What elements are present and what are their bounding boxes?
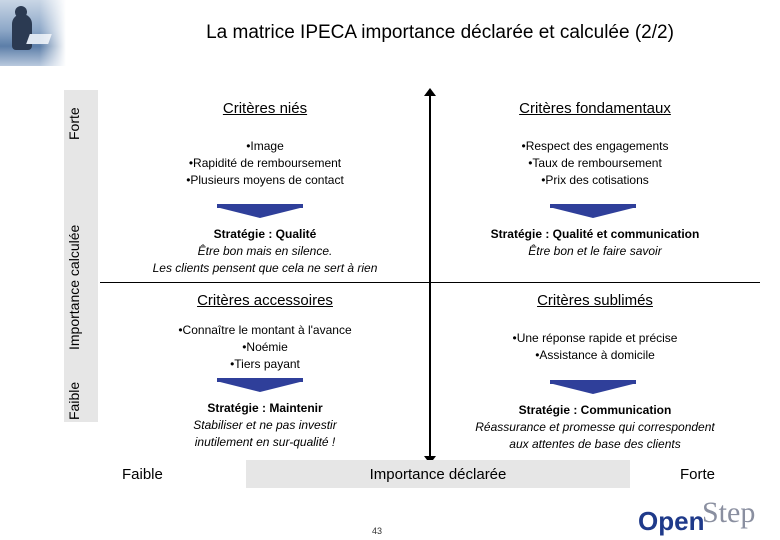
quadrant-top-right-title: Critères fondamentaux bbox=[519, 100, 671, 117]
chevron-down-icon bbox=[220, 378, 303, 392]
chevron-down-icon bbox=[220, 204, 303, 218]
arrow-up-icon bbox=[424, 88, 436, 96]
bullet-item: •Rapidité de remboursement bbox=[188, 156, 342, 170]
quadrant-top-right-bullets bbox=[440, 138, 750, 189]
person-body-shape bbox=[12, 14, 32, 50]
openstep-logo bbox=[636, 492, 772, 536]
quadrant-top-right-strategy bbox=[440, 226, 750, 260]
bullet-item: •Plusieurs moyens de contact bbox=[186, 173, 344, 187]
strategy-line: aux attentes de base des clients bbox=[509, 437, 681, 451]
chevron-down-icon bbox=[553, 380, 636, 394]
strategy-line: Les clients pensent que cela ne sert à rien bbox=[152, 261, 378, 275]
svg-text:Step: Step bbox=[702, 496, 756, 529]
y-axis-high-label: Forte bbox=[66, 107, 82, 140]
quadrant-bottom-right-strategy bbox=[440, 402, 750, 453]
chevron-down-icon bbox=[553, 204, 636, 218]
y-axis-low-label: Faible bbox=[66, 381, 82, 420]
bullet-item: •Taux de remboursement bbox=[528, 156, 662, 170]
y-axis-label: Importance calculée bbox=[66, 224, 82, 350]
strategy-line: Être bon et le faire savoir bbox=[528, 244, 662, 258]
page-title: La matrice IPECA importance déclarée et calculée (2/2) bbox=[206, 22, 674, 43]
page-number: 43 bbox=[372, 526, 383, 536]
bullet-item: •Connaître le montant à l'avance bbox=[178, 323, 352, 337]
quadrant-bottom-left-strategy bbox=[110, 400, 420, 451]
quadrant-top-left-strategy bbox=[110, 226, 420, 277]
laptop-shape bbox=[26, 34, 52, 44]
quadrant-bottom-left-bullets bbox=[110, 322, 420, 373]
strategy-title: Stratégie : Qualité bbox=[213, 227, 317, 241]
bullet-item: •Image bbox=[246, 139, 284, 153]
quadrant-top-left-bullets bbox=[110, 138, 420, 189]
quadrant-bottom-left-title: Critères accessoires bbox=[197, 292, 333, 309]
quadrant-bottom-right-title: Critères sublimés bbox=[537, 292, 653, 309]
bullet-item: •Noémie bbox=[242, 340, 288, 354]
bullet-item: •Prix des cotisations bbox=[541, 173, 649, 187]
decorative-photo bbox=[0, 0, 66, 66]
strategy-title: Stratégie : Maintenir bbox=[207, 401, 323, 415]
strategy-line: Être bon mais en silence. bbox=[197, 244, 333, 258]
bullet-item: •Une réponse rapide et précise bbox=[512, 331, 678, 345]
bullet-item: •Assistance à domicile bbox=[535, 348, 655, 362]
strategy-title: Stratégie : Communication bbox=[518, 403, 672, 417]
x-axis-high-label: Forte bbox=[680, 466, 716, 483]
vertical-axis-line bbox=[429, 92, 431, 460]
x-axis-label: Importance déclarée bbox=[369, 466, 507, 483]
x-axis-low-label: Faible bbox=[122, 466, 163, 483]
strategy-line: Stabiliser et ne pas investir bbox=[193, 418, 337, 432]
quadrant-top-left-title: Critères niés bbox=[222, 100, 308, 117]
strategy-line: inutilement en sur-qualité ! bbox=[194, 435, 336, 449]
bullet-item: •Tiers payant bbox=[230, 357, 300, 371]
strategy-title: Stratégie : Qualité et communication bbox=[490, 227, 700, 241]
quadrant-bottom-right-bullets bbox=[440, 330, 750, 364]
bullet-item: •Respect des engagements bbox=[521, 139, 669, 153]
strategy-line: Réassurance et promesse qui correspondent bbox=[475, 420, 715, 434]
svg-text:Open: Open bbox=[638, 506, 705, 536]
